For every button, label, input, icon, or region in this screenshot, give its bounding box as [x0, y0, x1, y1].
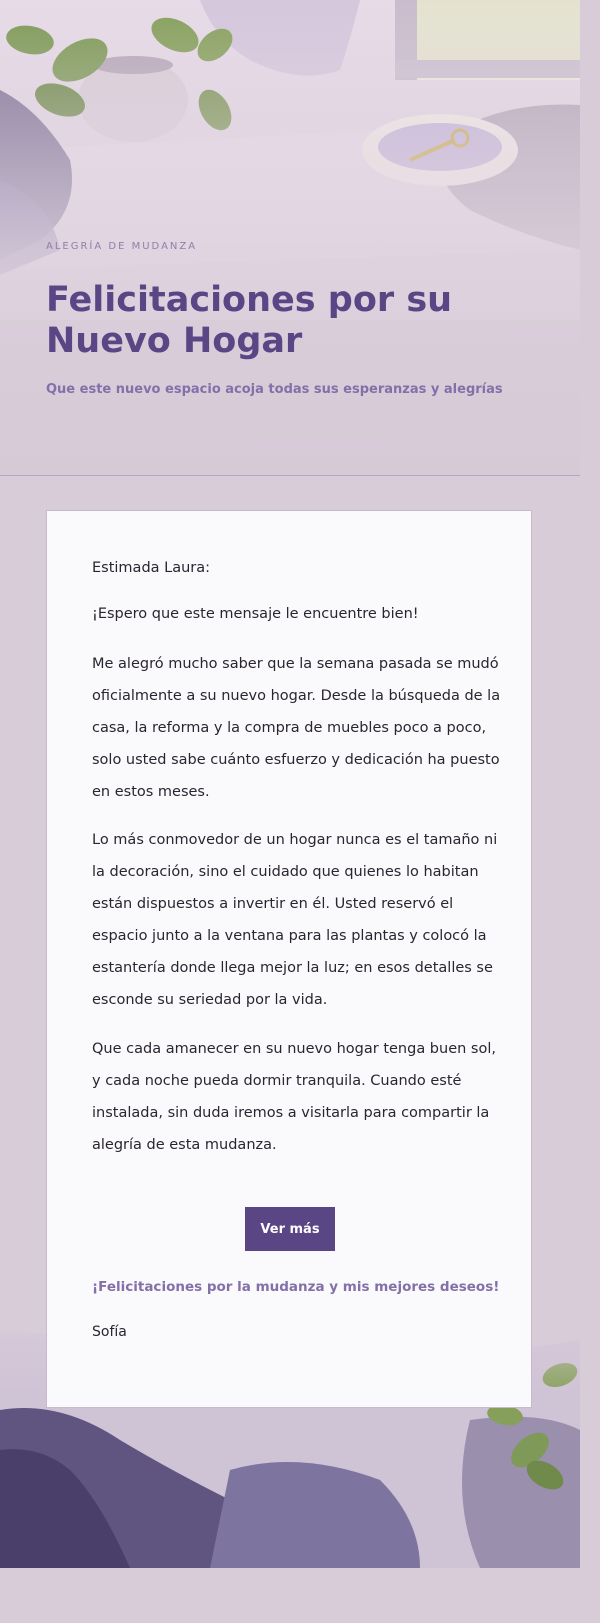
letter-paragraph: Me alegró mucho saber que la semana pasada se mudó oficialmente a su nuevo hogar. Desde la búsqueda de la casa, la reforma y la compra de muebles poco a poco, solo usted sabe cuánto esfuerzo y dedicación ha puesto en estos meses.	[92, 656, 501, 800]
hero-divider	[0, 475, 580, 476]
hero-illustration	[0, 0, 580, 320]
letter-paragraph: Lo más conmovedor de un hogar nunca es el tamaño ni la decoración, sino el cuidado que quienes lo habitan están dispuestos a invertir en él. Usted reservó el espacio junto a la ventana para las plantas y colocó la estantería donde llega mejor la luz; en esos detalles se esconde su seriedad por la vida.	[92, 832, 498, 1008]
page-subtitle: Que este nuevo espacio acoja todas sus esperanzas y alegrías	[46, 382, 503, 397]
closing-line: ¡Felicitaciones por la mudanza y mis mejores deseos!	[92, 1279, 500, 1295]
see-more-button[interactable]: Ver más	[245, 1207, 335, 1251]
letter-greeting: Estimada Laura:	[92, 560, 211, 576]
eyebrow-label: ALEGRÍA DE MUDANZA	[46, 241, 198, 252]
letter-card	[46, 510, 532, 1408]
hero-header	[0, 0, 580, 476]
page-title: Felicitaciones por su Nuevo Hogar	[46, 280, 453, 361]
signature: Sofía	[92, 1324, 127, 1340]
letter-paragraph: ¡Espero que este mensaje le encuentre bien!	[92, 606, 419, 622]
letter-paragraph: Que cada amanecer en su nuevo hogar tenga buen sol, y cada noche pueda dormir tranquila. Cuando esté instalada, sin duda iremos a visitarla para compartir la alegría de esta mudanza.	[92, 1041, 496, 1153]
